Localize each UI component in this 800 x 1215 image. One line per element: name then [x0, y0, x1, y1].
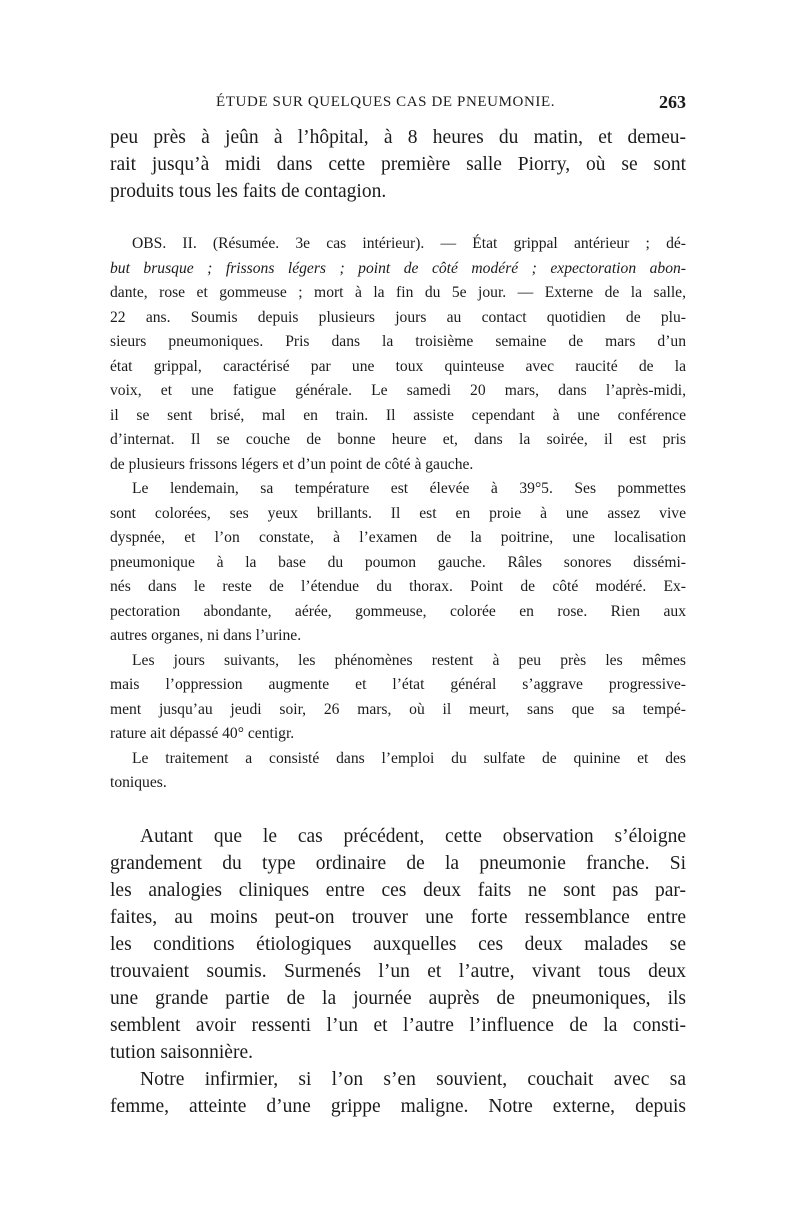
text-line: de plusieurs frissons légers et d’un point de côté à gauche.	[110, 455, 474, 473]
text-line: femme, atteinte d’une grippe maligne. Notre externe, depuis	[110, 1096, 686, 1117]
text-line: grandement du type ordinaire de la pneumonie franche. Si	[110, 853, 686, 874]
observation-summary-line: but brusque ; frissons légers ; point de côté modéré ; expectoration abon-	[110, 259, 686, 277]
discussion-paragraph	[110, 823, 686, 1120]
text-line: sont colorées, ses yeux brillants. Il est en proie à une assez vive	[110, 504, 686, 522]
text-line: pectoration abondante, aérée, gommeuse, colorée en rose. Rien aux	[110, 602, 686, 620]
text-line: il se sent brisé, mal en train. Il assiste cependant à une conférence	[110, 406, 686, 424]
text-line: état grippal, caractérisé par une toux quinteuse avec raucité de la	[110, 357, 686, 375]
text-line: une grande partie de la journée auprès de pneumoniques, ils	[110, 988, 686, 1009]
text-line: 22 ans. Soumis depuis plusieurs jours au contact quotidien de plu-	[110, 308, 686, 326]
text-line: Notre infirmier, si l’on s’en souvient, couchait avec sa	[140, 1069, 686, 1090]
running-title: ÉTUDE SUR QUELQUES CAS DE PNEUMONIE.	[216, 94, 556, 110]
text-line: nés dans le reste de l’étendue du thorax. Point de côté modéré. Ex-	[110, 578, 686, 595]
text-line: pneumonique à la base du poumon gauche. Râles sonores dissémi-	[110, 553, 686, 571]
text-line: voix, et une fatigue générale. Le samedi 20 mars, dans l’après-midi,	[110, 382, 686, 399]
text-line: Le lendemain, sa température est élevée à 39°5. Ses pommettes	[132, 480, 686, 497]
text-line: d’internat. Il se couche de bonne heure et, dans la soirée, il est pris	[110, 431, 686, 448]
text-line: les analogies cliniques entre ces deux faits ne sont pas par-	[110, 880, 686, 901]
text-line: les conditions étiologiques auxquelles ces deux malades se	[110, 934, 686, 955]
text-line: autres organes, ni dans l’urine.	[110, 627, 302, 644]
observation-heading-line: OBS. II. (Résumée. 3e cas intérieur). — État grippal antérieur ; dé-	[132, 235, 686, 252]
text-line: rait jusqu’à midi dans cette première salle Piorry, où se sont	[110, 154, 686, 175]
intro-paragraph	[110, 124, 686, 205]
observation-summary-line: dante, rose et gommeuse ; mort à la fin du 5e jour. — Externe de la salle,	[110, 284, 686, 301]
text-line: Les jours suivants, les phénomènes restent à peu près les mêmes	[132, 651, 686, 669]
running-head	[110, 94, 686, 118]
text-line: rature ait dépassé 40° centigr.	[110, 725, 295, 742]
observation-block	[110, 232, 686, 796]
text-line: dyspnée, et l’on constate, à l’examen de la poitrine, une localisation	[110, 529, 686, 546]
text-line: toniques.	[110, 774, 167, 791]
text-line: sieurs pneumoniques. Pris dans la troisième semaine de mars d’un	[110, 333, 686, 350]
text-line: ment jusqu’au jeudi soir, 26 mars, où il meurt, sans que sa tempé-	[110, 700, 686, 718]
text-line: peu près à jeûn à l’hôpital, à 8 heures du matin, et demeu-	[110, 127, 686, 148]
text-line: mais l’oppression augmente et l’état général s’aggrave progressive-	[110, 676, 686, 693]
text-line: Autant que le cas précédent, cette observation s’éloigne	[140, 826, 686, 847]
text-line: Le traitement a consisté dans l’emploi du sulfate de quinine et des	[132, 749, 686, 767]
text-line: trouvaient soumis. Surmenés l’un et l’autre, vivant tous deux	[110, 961, 686, 982]
text-line: tution saisonnière.	[110, 1042, 253, 1063]
page-number: 263	[659, 92, 686, 112]
text-line: semblent avoir ressenti l’un et l’autre l’influence de la consti-	[110, 1015, 686, 1036]
text-line: produits tous les faits de contagion.	[110, 181, 387, 202]
text-line: faites, au moins peut-on trouver une forte ressemblance entre	[110, 907, 686, 928]
